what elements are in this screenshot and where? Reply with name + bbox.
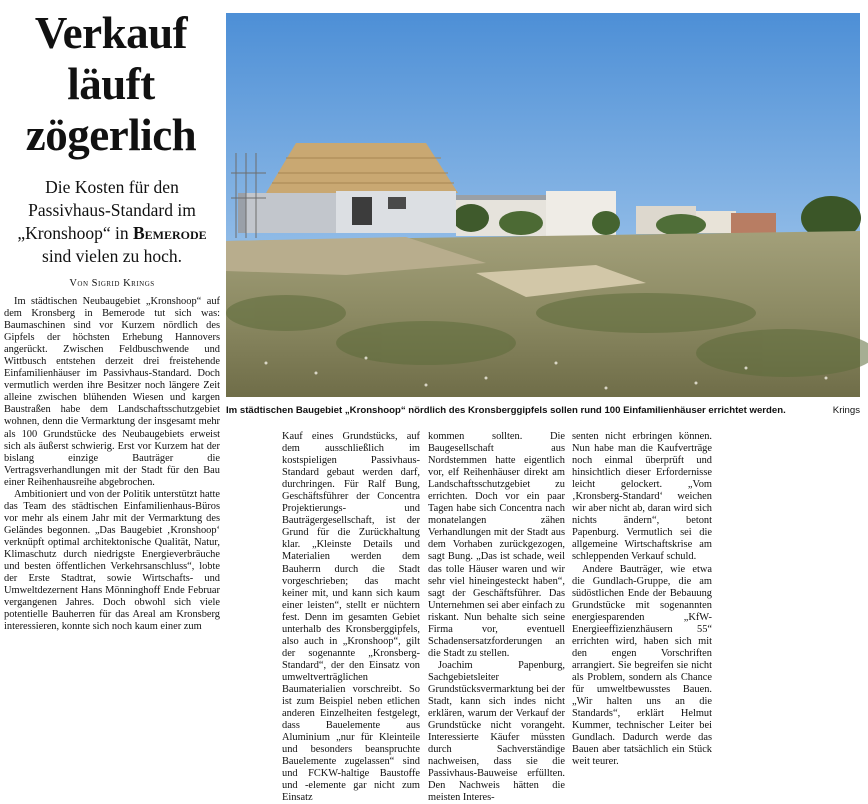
- subhead-line-2: Passivhaus-Standard im: [28, 200, 196, 220]
- subheadline: [4, 176, 220, 268]
- photo-credit: Krings: [832, 405, 860, 416]
- byline: Von Sigrid Krings: [69, 278, 155, 289]
- construction-site-photo: [226, 13, 860, 397]
- article-column-2: [282, 431, 420, 804]
- subhead-place: Bemerode: [133, 223, 207, 243]
- subhead-line-3-text: „Kronshoop“ in: [17, 223, 133, 243]
- headline-line-2: läuft: [67, 59, 155, 109]
- paragraph: Andere Bauträger, wie etwa die Gundlach-Gruppe, die am südöstlichen Ende der Bebauung Grundstücke mit sogenannten energiesparenden „KfW-Energieeffizienzhäusern 55“ errichten wird, haben sich mit den engen Vorschriften arrangiert. Sie begreifen sie nicht als Problem, sondern als Chance für umweltbewusstes Bauen. „Wir halten uns an die Standards“, erklärt Helmut Kummer, technischer Leiter bei Gundlach. Dadurch werde das Bauen aber tatsächlich ein Stück weit teurer.: [572, 563, 712, 768]
- paragraph: Joachim Papenburg, Sachgebietsleiter Grundstücksvermarktung bei der Stadt, kann sich indes nicht erklären, warum der Verkauf der Grundstücke nicht vorangeht. Interessierte Käufer müssten durch Sachverständige nachweisen, dass sie die Passivhaus-Bauweise erfüllten. Den Nachweis hätten die meisten Interes-: [428, 659, 565, 804]
- headline-line-1: Verkauf: [34, 8, 188, 58]
- paragraph: kommen sollten. Die Baugesellschaft aus Nordstemmen hatte eigentlich vor, elf Reihenhäuser direkt am Landschaftsschutzgebiet zu errichten. Doch vor ein paar Tagen habe sich Concentra nach monatelangen zähen Verhandlungen mit der Stadt aus dem Vorhaben zurückgezogen, sagt Bung. „Das ist schade, weil das tolle Häuser waren und wir sehr viel hineingesteckt haben“, sagt der Geschäftsführer. Das Unternehmen sei aber einfach zu riskant. Nun behalte sich seine Firma vor, eventuell Schadensersatzforderungen an die Stadt zu stellen.: [428, 431, 565, 659]
- article-column-4: [572, 431, 712, 768]
- paragraph: senten nicht erbringen können. Nun habe man die Kaufverträge noch einmal überprüft und hinsichtlich dieser Erfordernisse leicht gelockert. „Vom ‚Kronsberg-Standard‘ weichen wir aber nicht ab, daran wird sich nichts ändern“, betont Papenburg. Vermutlich sei die allgemeine Wirtschaftskrise am schleppenden Verkauf schuld.: [572, 431, 712, 563]
- article-photo: [226, 13, 860, 397]
- headline-line-3: zögerlich: [25, 110, 197, 160]
- paragraph: Im städtischen Neubaugebiet „Kronshoop“ auf dem Kronsberg in Bemerode tut sich was: Baumaschinen sind vor Kurzem nördlich des Gipfels der höchsten Erhebung Hannovers angerückt. Zwischen Feldbuschwende und Wittbusch entstehen derzeit drei freistehende Einfamilienhäuser im Passivhaus-Standard. Doch vermutlich werden ihre Besitzer noch längere Zeit alleine zwischen blühenden Wiesen und kargen Baustraßen habe dem Landschaftsschutzgebiet wohnen, denn die Vermarktung der insgesamt mehr als 100 Grundstücke des Neubaugebiets erweist sich als äußerst schwierig. Erst vor Kurzem hat der bislang einzige Bauträger die Vertragsverhandlungen mit der Stadt für den Bau einer Reihenhausreihe abgebrochen.: [4, 296, 220, 488]
- subhead-line-3: [4, 222, 220, 245]
- headline: [0, 8, 222, 161]
- subhead-line-1: Die Kosten für den: [45, 177, 179, 197]
- article-column-3: [428, 431, 565, 804]
- paragraph: Ambitioniert und von der Politik unterstützt hatte das Team des städtischen Einfamilienhaus-Büros vor mehr als einem Jahr mit der Vermarktung des Geländes begonnen. „Das Baugebiet ‚Kronshoop‘ verknüpft optimal architektonische Qualität, Natur, Klimaschutz durch niedrigste Energieverbräuche und besten öffentlichen Verkehrsanschluss“, lobte der Erste Stadtrat, sowie Wirtschafts- und Umweltdezernent Hans Mönninghoff Ende Februar vergangenen Jahres. Doch obwohl sich viele potentielle Bauherren für das Areal am Kronsberg interessieren, konnte sich noch kaum einer zum: [4, 488, 220, 633]
- photo-caption: Im städtischen Baugebiet „Kronshoop“ nördlich des Kronsberggipfels sollen rund 100 Einfamilienhäuser errichtet werden.: [226, 405, 786, 416]
- article-column-1: [4, 296, 220, 690]
- subhead-line-4: sind vielen zu hoch.: [42, 246, 182, 266]
- paragraph: Kauf eines Grundstücks, auf dem ausschließlich im kostspieligen Passivhaus-Standard gebaut werden darf, durchringen. Für Ralf Bung, Geschäftsführer der Concentra Projektierungs- und Bauträgergesellschaft, ist der Grund für die Zurückhaltung klar. „Kleinste Details und Materialien werden dem Bauherrn durch die Stadt vorgeschrieben; das macht keiner mit, und kann sich kaum einer leisten“, stellt er nüchtern fest. Denn im gesamten Gebiet unterhalb des Kronsberggipfels, also auch in „Kronshoop“, gilt der sogenannte „Kronsberg-Standard“, der den Einsatz von umweltverträglichen Baumaterialien vorschreibt. So ist zum Beispiel neben etlichen anderen Einzelheiten festgelegt, dass Bauelemente aus Aluminium „nur für Kleinteile und besonders beanspruchte Bauelemente zugelassen“ sind und FCKW-haltige Baustoffe und -elemente gar nicht zum Einsatz: [282, 431, 420, 804]
